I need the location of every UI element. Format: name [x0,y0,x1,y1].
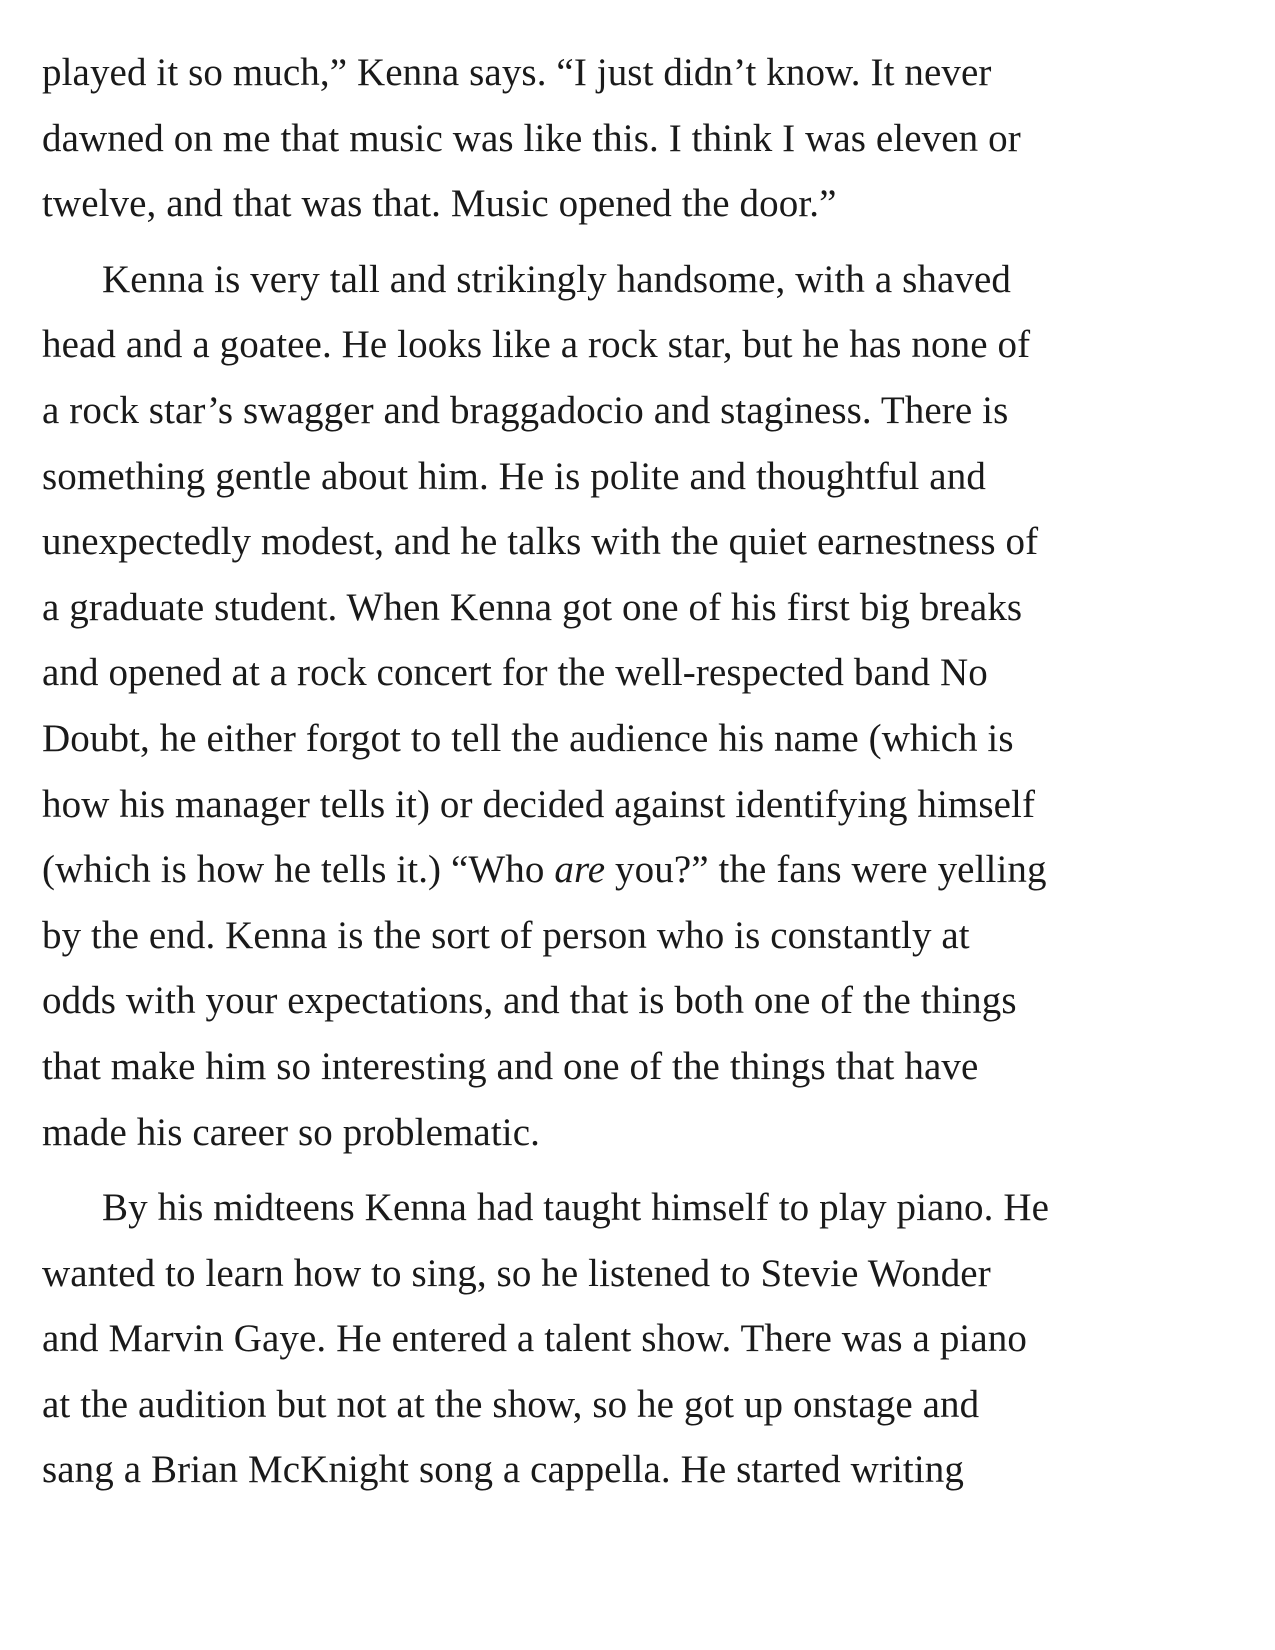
text-line: something gentle about him. He is polite and thoughtful and [42,454,986,498]
text-line-with-emphasis [42,837,1242,903]
text-line: odds with your expectations, and that is both one of the things [42,979,1017,1023]
book-page [42,40,1242,1503]
emphasized-word: are [554,848,606,892]
text-line: played it so much,” Kenna says. “I just didn’t know. It never [42,51,992,94]
text-line: at the audition but not at the show, so he got up onstage and [42,1382,980,1426]
text-line: how his manager tells it) or decided against identifying himself [42,782,1036,826]
text-line: twelve, and that was that. Music opened the door.” [42,182,837,226]
text-line: dawned on me that music was like this. I think I was eleven or [42,116,1021,160]
text-line: Doubt, he either forgot to tell the audience his name (which is [42,716,1014,760]
text-segment: (which is how he tells it.) “Who [42,848,555,892]
text-line: and opened at a rock concert for the well-respected band No [42,651,988,695]
text-line: by the end. Kenna is the sort of person who is constantly at [42,913,970,957]
paragraph-3 [42,1175,1242,1503]
text-line: a rock star’s swagger and braggadocio and staginess. There is [42,388,1009,432]
text-line: By his midteens Kenna had taught himself to play piano. He [102,1186,1050,1230]
text-line: wanted to learn how to sing, so he listened to Stevie Wonder [42,1251,991,1295]
text-line: sang a Brian McKnight song a cappella. He started writing [42,1448,964,1492]
text-line: head and a goatee. He looks like a rock star, but he has none of [42,323,1031,367]
text-line: and Marvin Gaye. He entered a talent show. There was a piano [42,1317,1027,1361]
text-line: unexpectedly modest, and he talks with the quiet earnestness of [42,520,1039,564]
text-segment: you?” the fans were yelling [605,848,1047,892]
paragraph-spacer [42,1165,1242,1175]
text-line: a graduate student. When Kenna got one of his first big breaks [42,585,1023,629]
paragraph-2 [42,247,1242,1165]
text-line: Kenna is very tall and strikingly handsome, with a shaved [102,257,1012,301]
text-line: that make him so interesting and one of the things that have [42,1044,979,1088]
text-line: made his career so problematic. [42,1110,540,1154]
paragraph-spacer [42,237,1242,247]
paragraph-1 [42,40,1242,237]
